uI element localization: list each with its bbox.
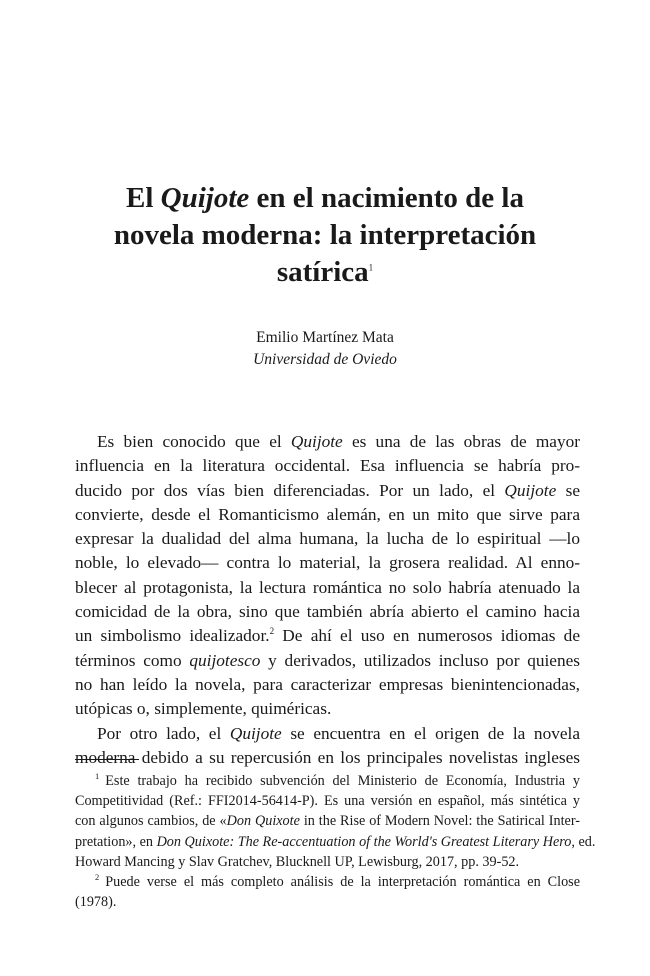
title-line-1: El Quijote en el nacimiento de la (126, 182, 524, 214)
footnote-line: Howard Mancing y Slav Gratchev, Blucknell UP, Lewisburg, 2017, pp. 39-52. (75, 853, 520, 870)
body-line: convierte, desde el Romanticismo alemán, en un mito que sirve para (75, 504, 580, 524)
body-line: moderna debido a su repercusión en los principales novelistas ingleses (75, 747, 580, 767)
title-footnote-ref: 1 (368, 262, 374, 273)
body-line: ducido por dos vías bien diferenciadas. Por un lado, el Quijote se (75, 480, 580, 500)
body-line: influencia en la literatura occidental. Esa influencia se habría pro- (75, 456, 580, 476)
footnote-mark-1: 1 (95, 771, 100, 782)
title-line-2: novela moderna: la interpretación (113, 219, 537, 251)
footnote-line: Competitividad (Ref.: FFI2014-56414-P). Es una versión en español, más sintética y (75, 793, 580, 810)
footnote-ref-2: 2 (269, 626, 275, 637)
footnote-line: $^1$ Este trabajo ha recibido subvención del Ministerio de Economía, Industria y (95, 771, 580, 789)
footnote-mark-2: 2 (95, 872, 100, 883)
title-line-3: satírica$^1$ (276, 256, 374, 288)
footnote-line: con algunos cambios, de «Don Quixote in the Rise of Modern Novel: the Satirical Inter- (75, 813, 580, 830)
body-text (75, 430, 580, 770)
body-line: blecer al protagonista, la lectura romántica no solo habría atenuado la (75, 577, 580, 597)
footnote-line: pretation», en Don Quixote: The Re-accentuation of the World's Greatest Literary Hero, ed. (75, 833, 596, 850)
title-italic-work: Quijote (160, 182, 250, 214)
footnotes (75, 771, 596, 912)
body-line: utópicas o, simplemente, quiméricas. (75, 699, 332, 719)
author-affiliation: Universidad de Oviedo (253, 351, 397, 368)
author-block (60, 327, 590, 371)
body-line: Es bien conocido que el Quijote es una de las obras de mayor (97, 432, 580, 451)
body-line: un simbolismo idealizador.$^2$ De ahí el uso en numerosos idiomas de (75, 626, 580, 646)
body-line: noble, lo elevado— contra lo material, la grosera realidad. Al enno- (75, 553, 580, 573)
body-line: comicidad de la obra, sino que también abría abierto el camino hacia (75, 602, 580, 622)
body-line: no han leído la novela, para caracterizar empresas bienintencionadas, (75, 674, 580, 694)
author-name: Emilio Martínez Mata (256, 329, 394, 346)
chapter-title (60, 180, 590, 291)
footnote-separator (75, 759, 139, 760)
body-line: expresar la dualidad del alma humana, la lucha de lo espiritual —lo (75, 529, 580, 549)
footnote-line: (1978). (75, 894, 117, 911)
body-line: términos como quijotesco y derivados, utilizados incluso por quienes (75, 650, 580, 670)
body-line: Por otro lado, el Quijote se encuentra en el origen de la novela (97, 723, 580, 743)
footnote-line: $^2$ Puede verse el más completo análisis de la interpretación romántica en Close (95, 872, 580, 890)
